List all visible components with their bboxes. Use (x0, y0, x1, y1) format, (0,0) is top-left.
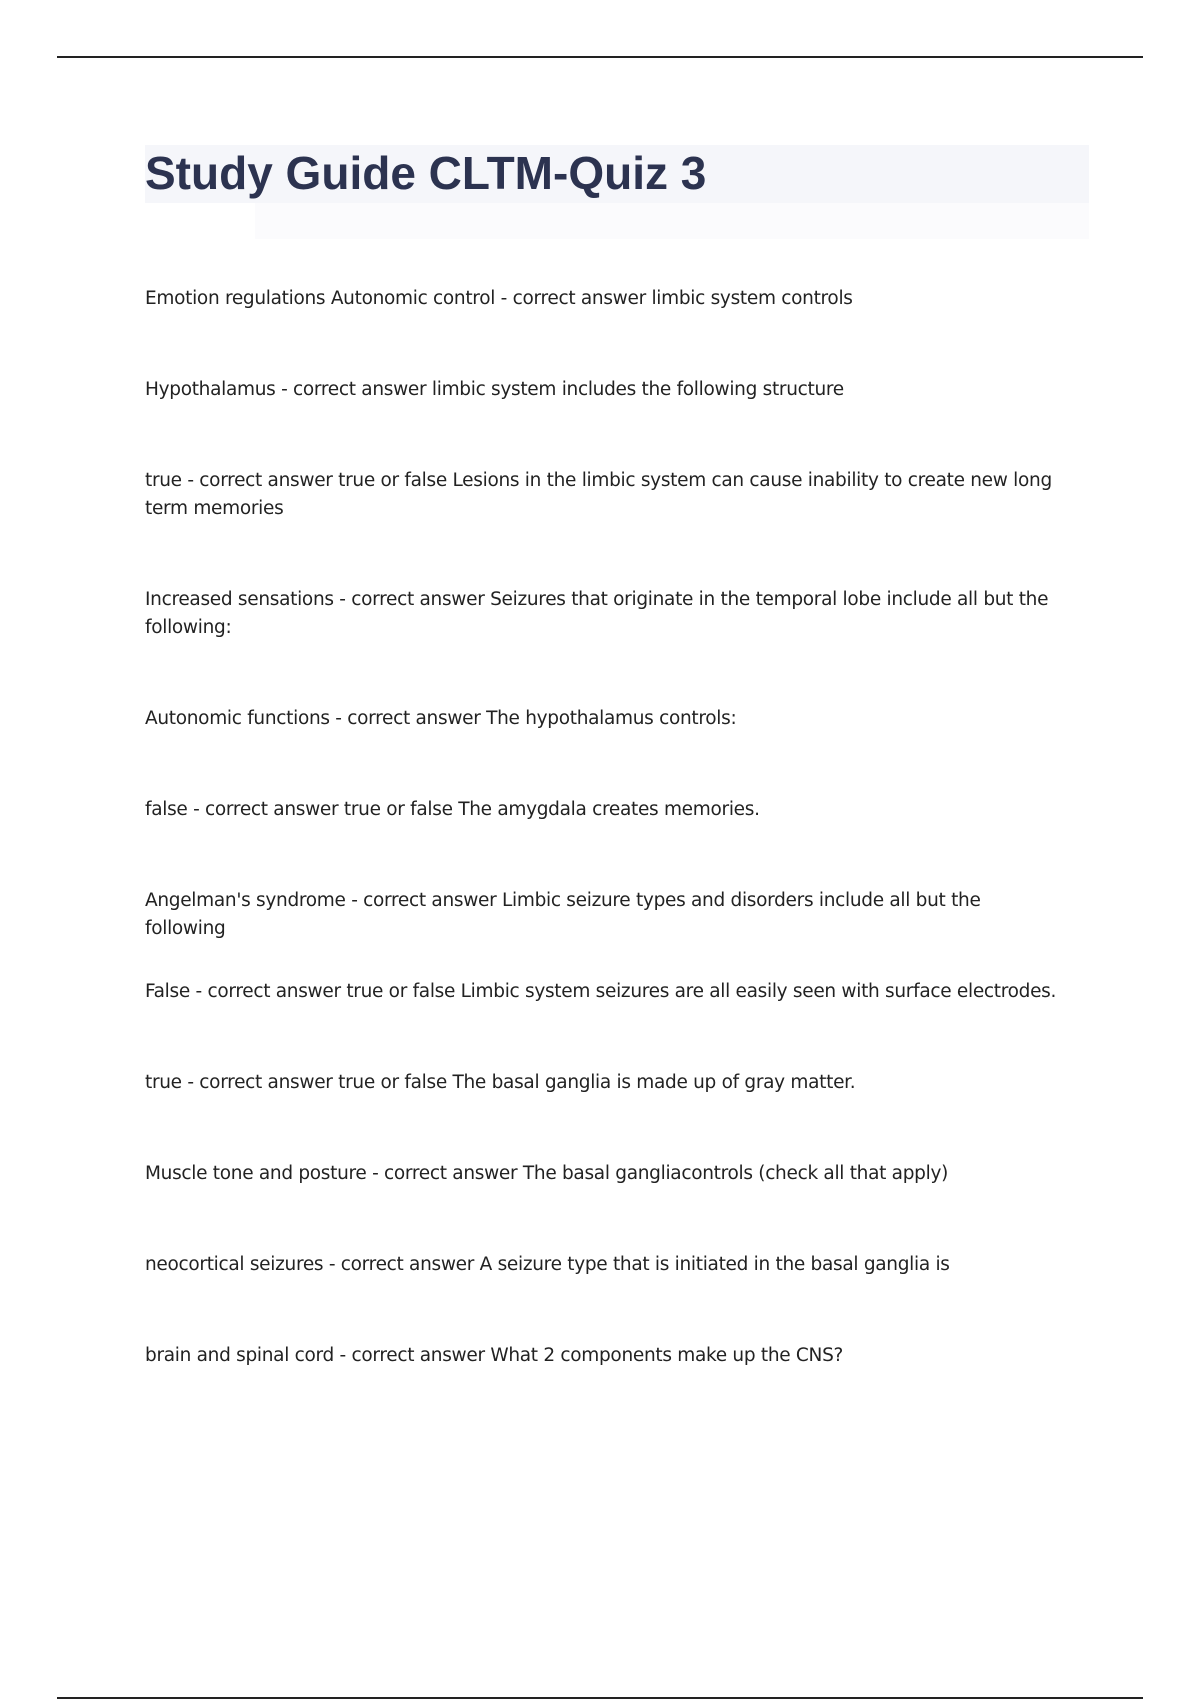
title-highlight-lower (255, 203, 1089, 239)
qa-entry: true - correct answer true or false Lesions in the limbic system can cause inability to create new long term memories (145, 470, 1052, 519)
qa-entry: Autonomic functions - correct answer The hypothalamus controls: (145, 708, 737, 729)
bottom-divider (57, 1697, 1143, 1699)
qa-entry: False - correct answer true or false Limbic system seizures are all easily seen with surface electrodes. (145, 981, 1057, 1002)
qa-entry: Hypothalamus - correct answer limbic system includes the following structure (145, 379, 844, 400)
qa-entry: brain and spinal cord - correct answer What 2 components make up the CNS? (145, 1345, 844, 1366)
qa-list (145, 285, 1065, 1433)
qa-entry: false - correct answer true or false The amygdala creates memories. (145, 799, 760, 820)
qa-entry: Angelman's syndrome - correct answer Limbic seizure types and disorders include all but the following (145, 890, 981, 939)
top-divider (57, 56, 1143, 58)
qa-entry: Emotion regulations Autonomic control - correct answer limbic system controls (145, 288, 853, 309)
page-title: Study Guide CLTM-Quiz 3 (145, 147, 707, 199)
qa-entry: Muscle tone and posture - correct answer The basal gangliacontrols (check all that apply) (145, 1163, 949, 1184)
qa-entry: Increased sensations - correct answer Seizures that originate in the temporal lobe include all but the following: (145, 589, 1049, 638)
qa-entry: true - correct answer true or false The basal ganglia is made up of gray matter. (145, 1072, 856, 1093)
qa-entry: neocortical seizures - correct answer A seizure type that is initiated in the basal ganglia is (145, 1254, 950, 1275)
